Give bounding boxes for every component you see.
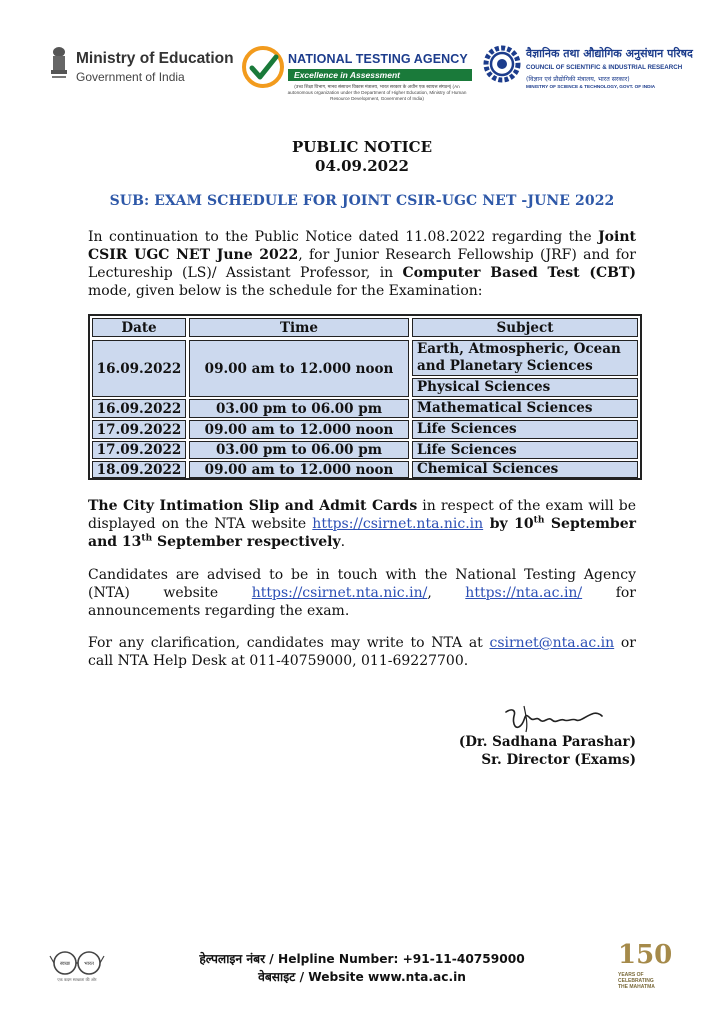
table-header-date: Date [92, 318, 186, 337]
email-link[interactable]: csirnet@nta.ac.in [489, 635, 615, 651]
footer-website: वेबसाइट / Website www.nta.ac.in [258, 970, 466, 984]
table-cell-time: 03.00 pm to 06.00 pm [189, 441, 409, 459]
table-cell-subject: Life Sciences [412, 441, 638, 459]
table-cell-time: 09.00 am to 12.000 noon [189, 420, 409, 439]
admit-sup-2: th [141, 533, 153, 544]
table-cell-time: 09.00 am to 12.000 noon [189, 461, 409, 478]
contact-text-1: Candidates are advised to be in touch with the National Testing Agency (NTA) website [88, 567, 636, 601]
intro-text-3: mode, given below is the schedule for the Examination: [88, 283, 483, 299]
nta-logo [242, 42, 472, 108]
signature-image [502, 702, 606, 736]
table-cell-date: 17.09.2022 [92, 420, 186, 439]
csirnet-website-link[interactable]: https://csirnet.nta.nic.in [312, 516, 484, 532]
gandhi-line-3: THE MAHATMA [618, 984, 655, 990]
table-cell-date: 16.09.2022 [92, 399, 186, 418]
nta-tagline: Excellence in Assessment [288, 69, 472, 81]
clarify-text-1: For any clarification, candidates may write to NTA at [88, 635, 490, 651]
nta-link[interactable]: https://nta.ac.in/ [465, 585, 583, 601]
csir-gear-icon [482, 44, 522, 84]
gandhi-line-2: CELEBRATING [618, 978, 654, 984]
nta-checkmark-icon [242, 46, 284, 88]
csir-hindi-ministry: (विज्ञान एवं प्रौद्योगिकी मंत्रालय, भारत सरकार) [526, 76, 630, 83]
intro-bold-2: Computer Based Test (CBT) [402, 265, 636, 281]
clarify-text-2: or call NTA Help Desk at 011-40759000, 011-69227700. [88, 635, 636, 669]
table-cell-subject: Earth, Atmospheric, Ocean and Planetary Sciences [412, 340, 638, 376]
swachh-left-text: स्वच्छ [59, 961, 71, 967]
csir-english-name: COUNCIL OF SCIENTIFIC & INDUSTRIAL RESEARCH [526, 64, 683, 71]
table-cell-time: 09.00 am to 12.000 noon [189, 340, 409, 397]
clarification-paragraph [88, 634, 636, 670]
csir-logo [482, 44, 693, 100]
table-cell-subject: Life Sciences [412, 420, 638, 439]
admit-card-paragraph [88, 497, 636, 551]
contact-separator: , [427, 585, 466, 601]
intro-text-1: In continuation to the Public Notice dated 11.08.2022 regarding the [88, 229, 599, 245]
table-cell-date: 16.09.2022 [92, 340, 186, 397]
contact-paragraph [88, 566, 636, 620]
admit-bold-2c: September respectively [152, 534, 341, 550]
table-cell-date: 18.09.2022 [92, 461, 186, 478]
ministry-of-education-logo [48, 46, 234, 86]
signatory-name: (Dr. Sadhana Parashar) [458, 734, 636, 750]
csir-ministry: MINISTRY OF SCIENCE & TECHNOLOGY, GOVT. OF INDIA [526, 84, 656, 89]
intro-bold-1: Joint CSIR UGC NET June 2022 [88, 229, 636, 263]
admit-sup-1: th [533, 515, 545, 526]
gandhi-line-1: YEARS OF [618, 972, 644, 978]
table-header-time: Time [189, 318, 409, 337]
csir-hindi-name: वैज्ञानिक तथा औद्योगिक अनुसंधान परिषद [526, 47, 693, 60]
intro-paragraph [88, 228, 636, 300]
admit-bold-1: The City Intimation Slip and Admit Cards [88, 498, 418, 514]
admit-bold-2b: September and 13 [88, 516, 636, 550]
gandhi-150-logo [614, 940, 676, 990]
notice-subject: SUB: EXAM SCHEDULE FOR JOINT CSIR-UGC NET -JUNE 2022 [109, 193, 615, 209]
table-cell-subject: Mathematical Sciences [412, 399, 638, 418]
notice-title: PUBLIC NOTICE [291, 138, 433, 156]
table-cell-date: 17.09.2022 [92, 441, 186, 459]
csirnet-link[interactable]: https://csirnet.nta.nic.in/ [251, 585, 428, 601]
helpline-number: हेल्पलाइन नंबर / Helpline Number: +91-11-40759000 [199, 952, 525, 966]
table-header-subject: Subject [412, 318, 638, 337]
contact-text-2: for announcements regarding the exam. [88, 585, 636, 619]
admit-bold-2a: by 10 [483, 516, 534, 532]
moe-subtitle: Government of India [76, 70, 185, 84]
gandhi-number: 150 [618, 940, 673, 970]
admit-end: . [340, 534, 346, 550]
national-emblem-icon [48, 46, 70, 82]
table-cell-subject: Physical Sciences [412, 378, 638, 397]
swachh-right-text: भारत [84, 961, 94, 967]
table-cell-subject: Chemical Sciences [412, 461, 638, 478]
swachh-tagline: एक कदम स्वच्छता की ओर [57, 977, 97, 982]
nta-subtext: (उच्च शिक्षा विभाग, मानव संसाधन विकास मंत्रालय, भारत सरकार के अधीन एक स्वायत्त संगठन) (An autonomous organization under the Department of Higher Education, Ministry of Human Resource Development, Government of India) [287, 84, 467, 101]
notice-date: 04.09.2022 [315, 157, 409, 175]
letterhead [0, 40, 724, 110]
intro-text-2: , for Junior Research Fellowship (JRF) and for Lectureship (LS)/ Assistant Professor, in [88, 247, 636, 281]
nta-name: NATIONAL TESTING AGENCY [288, 52, 468, 66]
exam-schedule-table [88, 314, 642, 480]
admit-text-1: in respect of the exam will be displayed on the NTA website [88, 498, 636, 532]
table-cell-time: 03.00 pm to 06.00 pm [189, 399, 409, 418]
moe-title: Ministry of Education [76, 50, 234, 67]
signatory-designation: Sr. Director (Exams) [481, 752, 636, 768]
